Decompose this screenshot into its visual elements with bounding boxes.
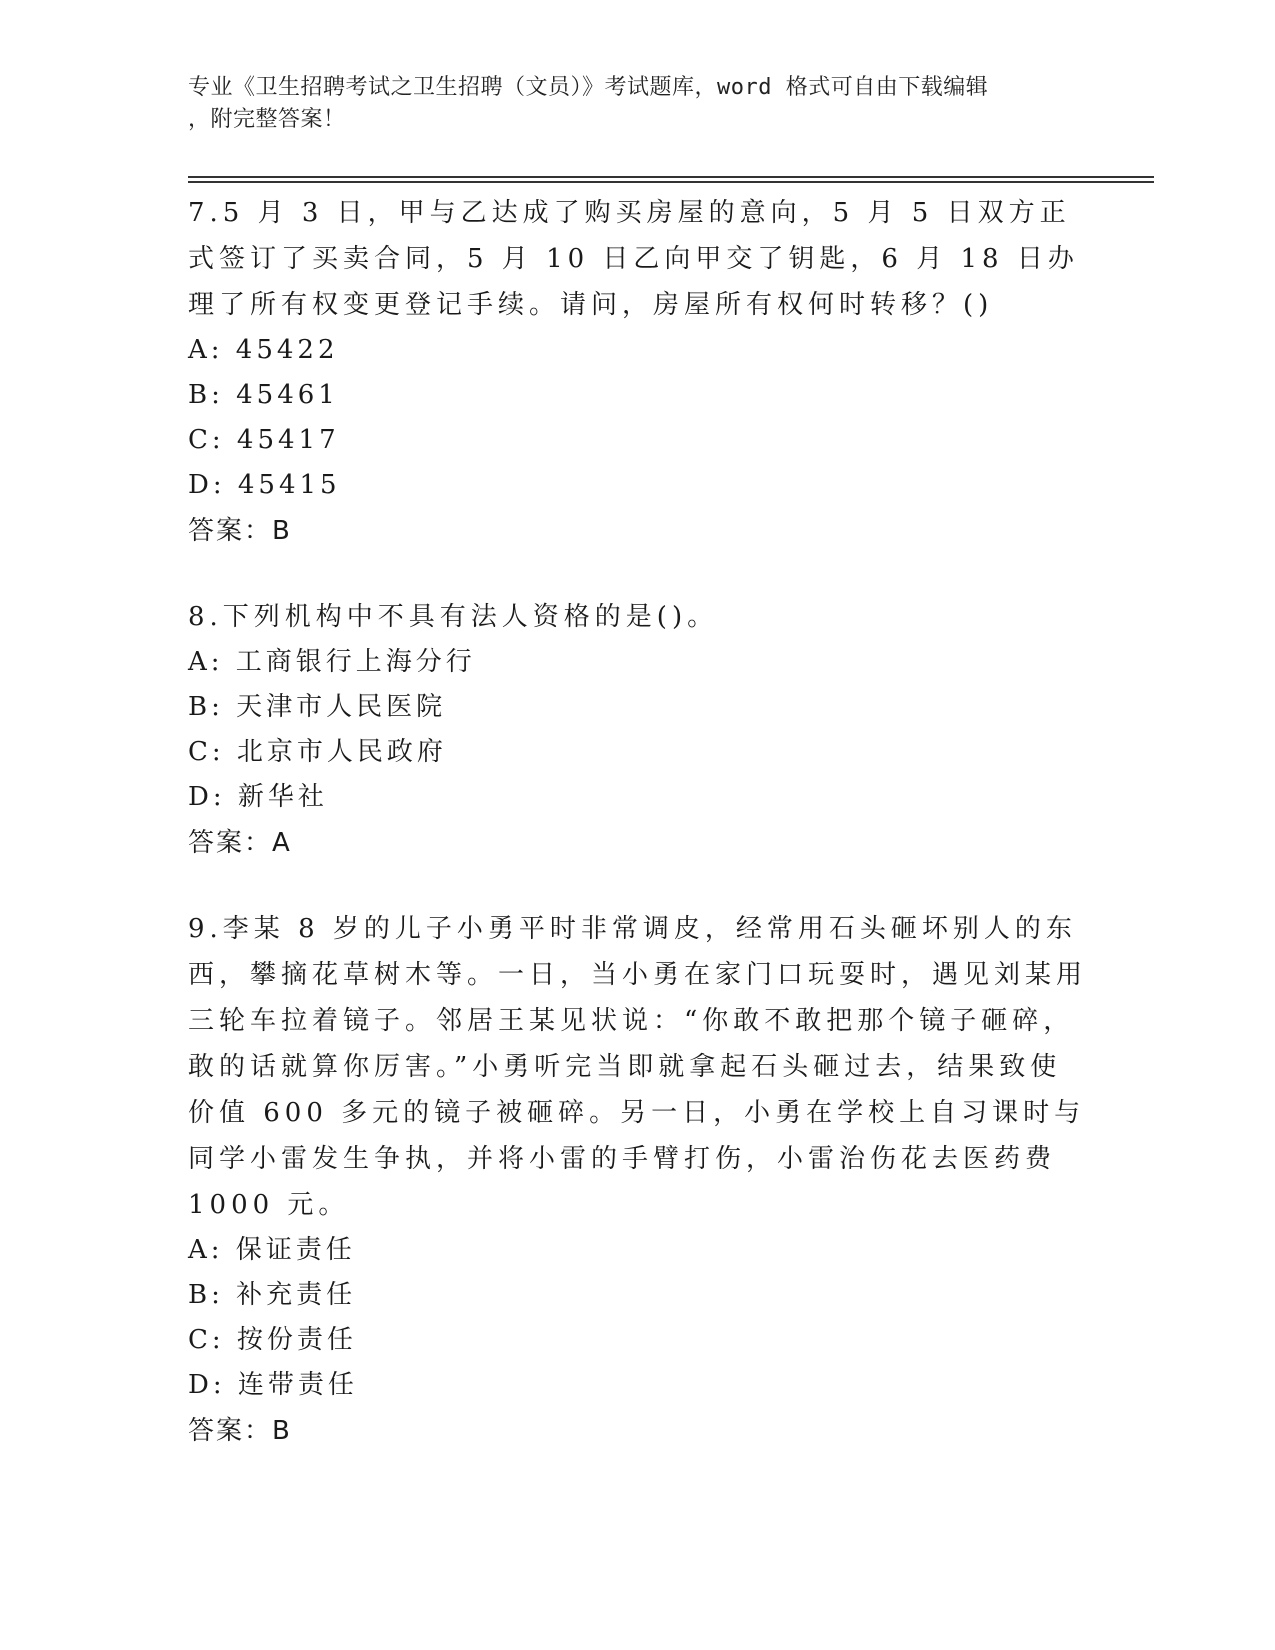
option-d: D: 连带责任: [188, 1370, 358, 1400]
option-a: A: 保证责任: [188, 1235, 356, 1265]
question-stem: 7.5 月 3 日，甲与乙达成了购买房屋的意向，5 月 5 日双方正式签订了买卖合同，5 月 10 日乙向甲交了钥匙，6 月 18 日办理了所有权变更登记手续。请问，房屋所有权何时转移？(): [188, 198, 1079, 320]
question-stem: 9.李某 8 岁的儿子小勇平时非常调皮，经常用石头砸坏别人的东西，攀摘花草树木等。一日，当小勇在家门口玩耍时，遇见刘某用三轮车拉着镜子。邻居王某见状说：“你敢不敢把那个镜子砸碎，敢的话就算你厉害。”小勇听完当即就拿起石头砸过去，结果致使价值 600 多元的镜子被砸碎。另一日，小勇在学校上自习课时与同学小雷发生争执，并将小雷的手臂打伤，小雷治伤花去医药费 1000 元。: [188, 914, 1088, 1220]
answer-line: 答案：A: [188, 828, 292, 858]
option-c: C: 45417: [188, 425, 340, 455]
option-b: B: 天津市人民医院: [188, 692, 447, 722]
document-header: [188, 72, 1088, 136]
answer-line: 答案：B: [188, 516, 292, 546]
header-divider-bottom: [188, 181, 1154, 183]
header-line-1: 专业《卫生招聘考试之卫生招聘（文员）》考试题库，word 格式可自由下载编辑: [188, 75, 989, 100]
header-divider-top: [188, 176, 1154, 178]
question-8: [188, 594, 1088, 866]
question-9: [188, 906, 1088, 1454]
question-stem: 8.下列机构中不具有法人资格的是()。: [188, 602, 719, 632]
option-a: A: 工商银行上海分行: [188, 647, 476, 677]
option-c: C: 北京市人民政府: [188, 737, 447, 767]
question-list: [188, 190, 1088, 1494]
option-b: B: 补充责任: [188, 1280, 357, 1310]
option-d: D: 新华社: [188, 782, 328, 812]
option-a: A: 45422: [188, 335, 339, 365]
option-c: C: 按份责任: [188, 1325, 357, 1355]
header-line-2: ，附完整答案！: [188, 107, 346, 132]
option-b: B: 45461: [188, 380, 339, 410]
option-d: D: 45415: [188, 470, 341, 500]
question-7: [188, 190, 1088, 554]
answer-line: 答案：B: [188, 1416, 292, 1446]
